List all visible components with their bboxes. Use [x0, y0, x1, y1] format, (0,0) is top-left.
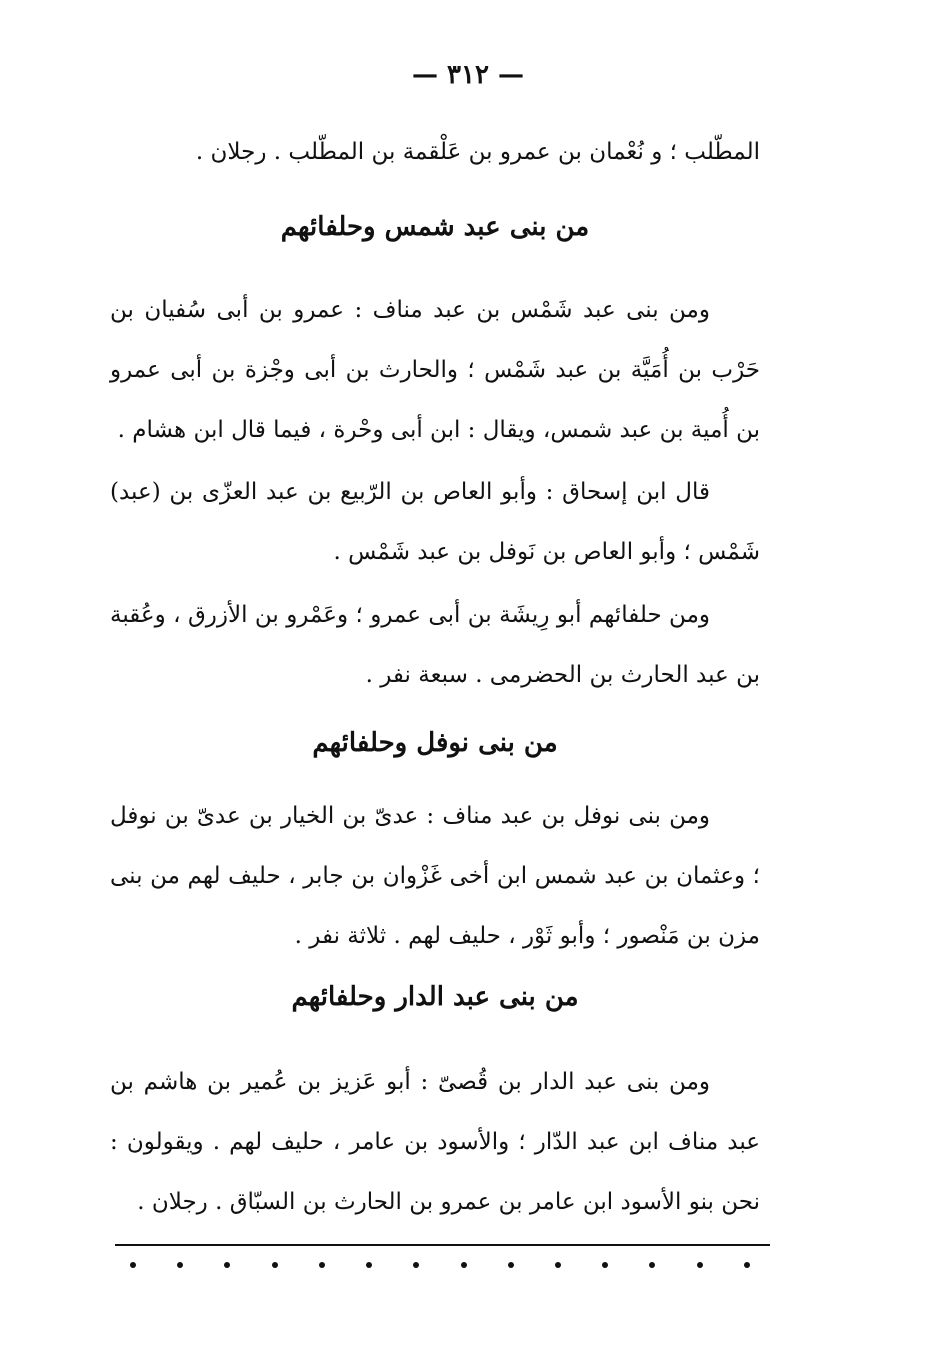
section-body-abd-al-dar: [110, 1052, 760, 1232]
section-body-abd-shams-3: [110, 585, 760, 705]
footer-dot: [744, 1262, 750, 1268]
footer-dot: [649, 1262, 655, 1268]
continuation-text: [110, 122, 760, 182]
footer-dot: [413, 1262, 419, 1268]
footer-dot: [177, 1262, 183, 1268]
footer-dot: [130, 1262, 136, 1268]
footer-dot: [366, 1262, 372, 1268]
footer-dot: [508, 1262, 514, 1268]
section-body-abd-shams: [110, 280, 760, 460]
footer-dot-row: [130, 1262, 750, 1268]
section-heading-abd-al-dar: من بنى عبد الدار وحلفائهم: [291, 982, 579, 1012]
section-heading-abd-shams: من بنى عبد شمس وحلفائهم: [280, 212, 590, 242]
paragraph: ومن بنى نوفل بن عبد مناف : عدىّ بن الخيار بن عدىّ بن نوفل ؛ وعثمان بن عبد شمس ابن أخى غَزْوان بن جابر ، حليف لهم من بنى مزن بن مَنْصور ؛ وأبو ثَوْر ، حليف لهم . ثلاثة نفر .: [110, 803, 760, 949]
continuation-line: المطّلب ؛ و نُعْمان بن عمرو بن عَلْقمة بن المطّلب . رجلان .: [195, 139, 760, 165]
section-heading-nawfal: من بنى نوفل وحلفائهم: [312, 728, 558, 758]
page-number: — ٣١٢ —: [411, 60, 525, 90]
footer-dot: [697, 1262, 703, 1268]
footer-rule: [115, 1244, 770, 1246]
section-body-abd-shams-2: [110, 462, 760, 582]
paragraph: ومن بنى عبد الدار بن قُصىّ : أبو عَزيز بن عُمير بن هاشم بن عبد مناف ابن عبد الدّار ؛ والأسود بن عامر ، حليف لهم . ويقولون : نحن بنو الأسود ابن عامر بن عمرو بن الحارث بن السبّاق . رجلان .: [110, 1069, 760, 1215]
footer-dot: [272, 1262, 278, 1268]
paragraph: ومن حلفائهم أبو رِيشَة بن أبى عمرو ؛ وعَمْرو بن الأزرق ، وعُقبة بن عبد الحارث بن الحضرمى . سبعة نفر .: [110, 602, 760, 688]
footer-dot: [319, 1262, 325, 1268]
footer-dot: [555, 1262, 561, 1268]
footer-dot: [602, 1262, 608, 1268]
paragraph: ومن بنى عبد شَمْس بن عبد مناف : عمرو بن أبى سُفيان بن حَرْب بن أُمَيَّة بن عبد شَمْس ؛ والحارث بن أبى وجْزة بن أبى عمرو بن أُمية بن عبد شمس، ويقال : ابن أبى وحْرة ، فيما قال ابن هشام .: [110, 297, 760, 443]
section-body-nawfal: [110, 786, 760, 966]
footer-dot: [461, 1262, 467, 1268]
paragraph: قال ابن إسحاق : وأبو العاص بن الرّبيع بن عبد العزّى بن (عبد) شَمْس ؛ وأبو العاص بن نَوفل بن عبد شَمْس .: [110, 479, 760, 565]
footer-dot: [224, 1262, 230, 1268]
